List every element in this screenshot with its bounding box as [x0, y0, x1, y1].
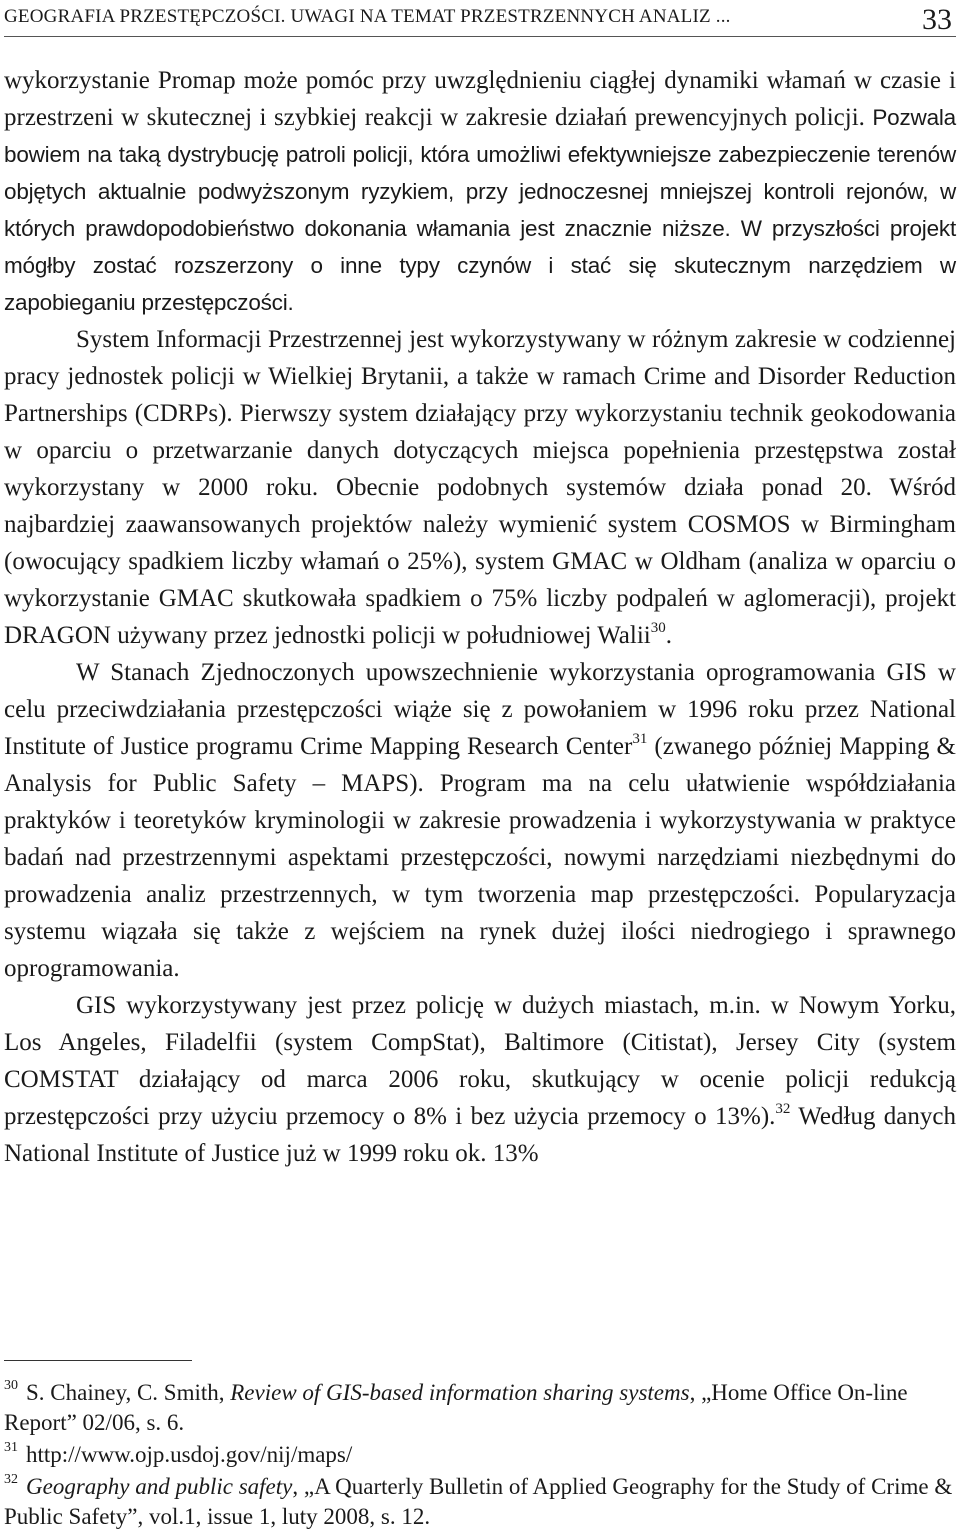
paragraph-1-serif: wykorzystanie Promap może pomóc przy uwzględnieniu ciągłej dynamiki włamań w czasie i przestrzeni w skutecznej i szybkiej reakcji w zakresie działań prewencyjnych policji. — [4, 67, 956, 131]
footnotes — [4, 1378, 956, 1534]
footnote-ref-30[interactable]: 30 — [650, 620, 666, 636]
paragraph-4-text-b: Według danych National Institute of Justice już w 1999 roku ok. 13% — [4, 1103, 956, 1167]
paragraph-4 — [4, 987, 956, 1172]
paragraph-4-text-a: GIS wykorzystywany jest przez policję w dużych miastach, m.in. w Nowym Yorku, Los Angeles, Filadelfii (system CompStat), Baltimore (Citistat), Jersey City (system COMSTAT działający od marca 2006 roku, skutkujący w ocenie policji redukcją przestępczości przy użyciu przemocy o 8% i bez użycia przemocy o 13%). — [4, 992, 956, 1130]
footnote-ref-31[interactable]: 31 — [632, 731, 648, 747]
paragraph-1-sans: Pozwala bowiem na taką dystrybucję patroli policji, która umożliwi efektywniejsze zabezpieczenie terenów objętych aktualnie podwyższonym ryzykiem, przy jednoczesnej mniejszej kontroli rejonów, w których prawdopodobieństwo dokonania włamania jest znacznie niższe. W przyszłości projekt mógłby zostać rozszerzony o inne typy czynów i stać się skutecznym narzędziem w zapobieganiu przestępczości. — [4, 105, 956, 315]
footnote-title: Geography and public safety — [26, 1474, 293, 1499]
paragraph-1 — [4, 62, 956, 321]
running-header — [4, 4, 956, 37]
paragraph-3-text-a: W Stanach Zjednoczonych upowszechnienie wykorzystania oprogramowania GIS w celu przeciwdziałania przestępczości wiąże się z powołaniem w 1996 roku przez National Institute of Justice programu Crime Mapping Research Center — [4, 659, 956, 760]
paragraph-2-text: System Informacji Przestrzennej jest wykorzystywany w różnym zakresie w codziennej pracy jednostek policji w Wielkiej Brytanii, a także w ramach Crime and Disorder Reduction Partnerships (CDRPs). Pierwszy system działający przy wykorzystaniu technik geokodowania w oparciu o przetwarzanie danych dotyczących miejsca popełnienia przestępstwa został wykorzystany w 2000 roku. Obecnie podobnych systemów działa ponad 20. Wśród najbardziej zaawansowanych projektów należy wymienić system COSMOS w Birmingham (owocujący spadkiem liczby włamań o 25%), system GMAC w Oldham (analiza w oparciu o wykorzystanie GMAC skutkowała spadkiem o 75% liczby podpaleń w aglomeracji), projekt DRAGON używany przez jednostki policji w południowej Walii — [4, 326, 956, 649]
page-number: 33 — [922, 3, 952, 36]
footnote-item — [4, 1472, 956, 1532]
footnote-item — [4, 1378, 956, 1438]
paragraph-3 — [4, 654, 956, 987]
footnote-item — [4, 1440, 956, 1470]
footnote-ref-32[interactable]: 32 — [775, 1101, 791, 1117]
footnote-divider — [4, 1360, 192, 1361]
footnote-title: Review of GIS-based information sharing systems — [230, 1380, 690, 1405]
footnote-number: 32 — [4, 1472, 18, 1487]
footnote-text: S. Chainey, C. Smith, — [26, 1380, 231, 1405]
paragraph-3-text-b: (zwanego później Mapping & Analysis for Public Safety – MAPS). Program ma na celu ułatwienie współdziałania praktyków i teoretyków kryminologii w zakresie prowadzenia i wykorzystywania w praktyce badań nad przestrzennymi aspektami przestępczości, nowymi narzędziami niezbędnymi do prowadzenia analiz przestrzennych, w tym tworzenia map przestępczości. Popularyzacja systemu wiązała się także z wejściem na rynek dużej ilości niedrogiego i sprawnego oprogramowania. — [4, 733, 956, 982]
footnote-text: , „A Quarterly Bulletin of Applied Geography for the Study of Crime & Public Safety”, vol.1, issue 1, luty 2008, s. 12. — [4, 1474, 953, 1529]
running-title: GEOGRAFIA PRZESTĘPCZOŚCI. UWAGI NA TEMAT PRZESTRZENNYCH ANALIZ ... — [4, 6, 731, 27]
paragraph-2-end: . — [665, 622, 672, 649]
footnote-number: 30 — [4, 1378, 18, 1393]
body-text — [4, 62, 956, 1172]
paragraph-2 — [4, 321, 956, 654]
footnote-text: , „Home Office On-line Report” 02/06, s. 6. — [4, 1380, 908, 1435]
footnote-link[interactable]: http://www.ojp.usdoj.gov/nij/maps/ — [26, 1442, 353, 1467]
footnote-number: 31 — [4, 1440, 18, 1455]
